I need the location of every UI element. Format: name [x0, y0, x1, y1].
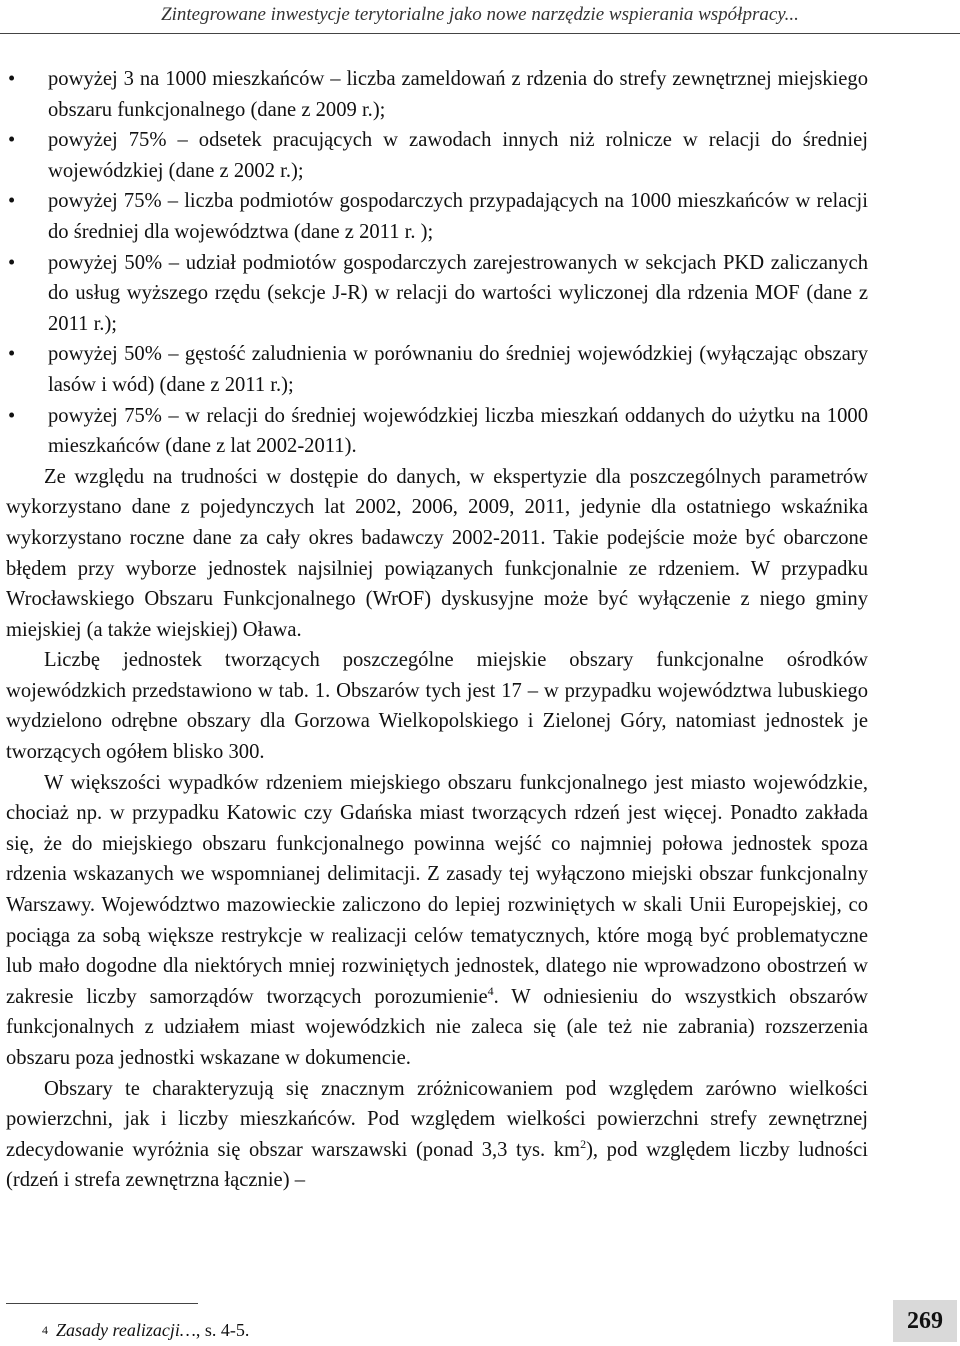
- list-item: [6, 339, 868, 400]
- paragraph-text: W większości wypadków rdzeniem miejskiego obszaru funkcjonalnego jest miasto wojewódzkie, chociaż np. w przypadku Katowic czy Gdańska miast tworzących rdzeń jest więcej. Ponadto zakłada się, że do miejskiego obszaru funkcjonalnego powinna wejść co najmniej połowa jednostek spoza rdzenia wskazanych we wspomnianej delimitacji. Z zasady tej wyłączono miejski obszar funkcjonalny Warszawy. Województwo mazowieckie zaliczono do lepiej rozwiniętych w skali Unii Europejskiej, co pociąga za sobą większe restrykcje w realizacji celów tematycznych, które mogą być problematyczne lub mało dogodne dla niektórych mniej rozwiniętych jednostek, dlatego nie wprowadzono obostrzeń w zakresie liczby samorządów tworzących porozumienie: [6, 771, 868, 1008]
- footnote-rest: , s. 4-5.: [195, 1320, 250, 1340]
- bullet-icon: •: [8, 68, 16, 90]
- list-item-text: powyżej 50% – gęstość zaludnienia w porównaniu do średniej wojewódzkiej (wyłączając obszary lasów i wód) (dane z 2011 r.);: [48, 343, 868, 396]
- bullet-icon: •: [8, 251, 16, 274]
- paragraph-area-diversity: [6, 1074, 868, 1196]
- page-number: 269: [893, 1300, 957, 1342]
- bullet-icon: •: [8, 129, 16, 152]
- paragraph-text: ), pod względem liczby ludności (rdzeń i strefa zewnętrzna łącznie) –: [6, 1138, 868, 1192]
- bullet-icon: •: [8, 343, 16, 366]
- list-item: [6, 248, 868, 340]
- list-item: [6, 64, 868, 125]
- criteria-list: [6, 64, 868, 462]
- main-text: [6, 64, 868, 1196]
- running-header: [0, 0, 960, 36]
- list-item-text: powyżej 75% – w relacji do średniej wojewódzkiej liczba mieszkań oddanych do użytku na 1000 mieszkańców (dane z lat 2002-2011).: [48, 404, 868, 458]
- footnote-title: Zasady realizacji…: [56, 1320, 196, 1340]
- footnote: [42, 1318, 249, 1342]
- list-item: [6, 186, 868, 247]
- footnote-reference: 4: [487, 983, 494, 998]
- paragraph-core-city: [6, 768, 868, 1074]
- paragraph-text: . W odniesieniu do wszystkich obszarów funkcjonalnych z udziałem miast wojewódzkich nie zaleca się (ale też nie zabrania) rozszerzenia obszaru poza jednostki wskazane w dokumencie.: [6, 985, 868, 1069]
- footnote-rule: [6, 1303, 198, 1304]
- list-item-text: powyżej 3 na 1000 mieszkańców – liczba zameldowań z rdzenia do strefy zewnętrznej miejskiego obszaru funkcjonalnego (dane z 2009 r.);: [48, 68, 868, 121]
- bullet-icon: •: [8, 404, 16, 427]
- list-item-text: powyżej 75% – odsetek pracujących w zawodach innych niż rolnicze w relacji do średniej wojewódzkiej (dane z 2002 r.);: [48, 129, 868, 182]
- running-header-title: Zintegrowane inwestycje terytorialne jako nowe narzędzie wspierania współpracy...: [161, 4, 799, 25]
- footnote-mark: 4: [42, 1323, 48, 1337]
- bullet-icon: •: [8, 190, 16, 213]
- list-item-text: powyżej 50% – udział podmiotów gospodarczych zarejestrowanych w sekcjach PKD zaliczanych do usług wyższego rzędu (sekcje J-R) w relacji do wartości wyliczonej dla rdzenia MOF (dane z 2011 r.);: [48, 251, 868, 335]
- paragraph-data-access: Ze względu na trudności w dostępie do danych, w ekspertyzie dla poszczególnych parametrów wykorzystano dane z pojedynczych lat 2002, 2006, 2009, 2011, jedynie dla ostatniego wskaźnika wykorzystano roczne dane za cały okres badawczy 2002-2011. Takie podejście może być obarczone błędem przy wyborze jednostek najsilniej powiązanych funkcjonalnie ze rdzeniem. W przypadku Wrocławskiego Obszaru Funkcjonalnego (WrOF) dyskusyjne może być wyłączenie z niego gminy miejskiej (a także wiejskiej) Oława.: [6, 465, 868, 641]
- superscript-unit: 2: [580, 1136, 587, 1151]
- list-item-text: powyżej 75% – liczba podmiotów gospodarczych przypadających na 1000 mieszkańców w relacji do średniej dla województwa (dane z 2011 r. );: [48, 190, 868, 243]
- paragraph-unit-count: Liczbę jednostek tworzących poszczególne miejskie obszary funkcjonalne ośrodków wojewódzkich przedstawiono w tab. 1. Obszarów tych jest 17 – w przypadku województwa lubuskiego wydzielono odrębne obszary dla Gorzowa Wielkopolskiego i Zielonej Góry, natomiast jednostek je tworzących ogółem blisko 300.: [6, 649, 868, 764]
- header-rule: [0, 33, 960, 34]
- list-item: [6, 125, 868, 186]
- paragraph-text: Obszary te charakteryzują się znacznym zróżnicowaniem pod względem zarówno wielkości powierzchni, jak i liczby mieszkańców. Pod względem wielkości powierzchni strefy zewnętrznej zdecydowanie wyróżnia się obszar warszawski (ponad 3,3 tys. km: [6, 1077, 868, 1161]
- list-item: [6, 401, 868, 462]
